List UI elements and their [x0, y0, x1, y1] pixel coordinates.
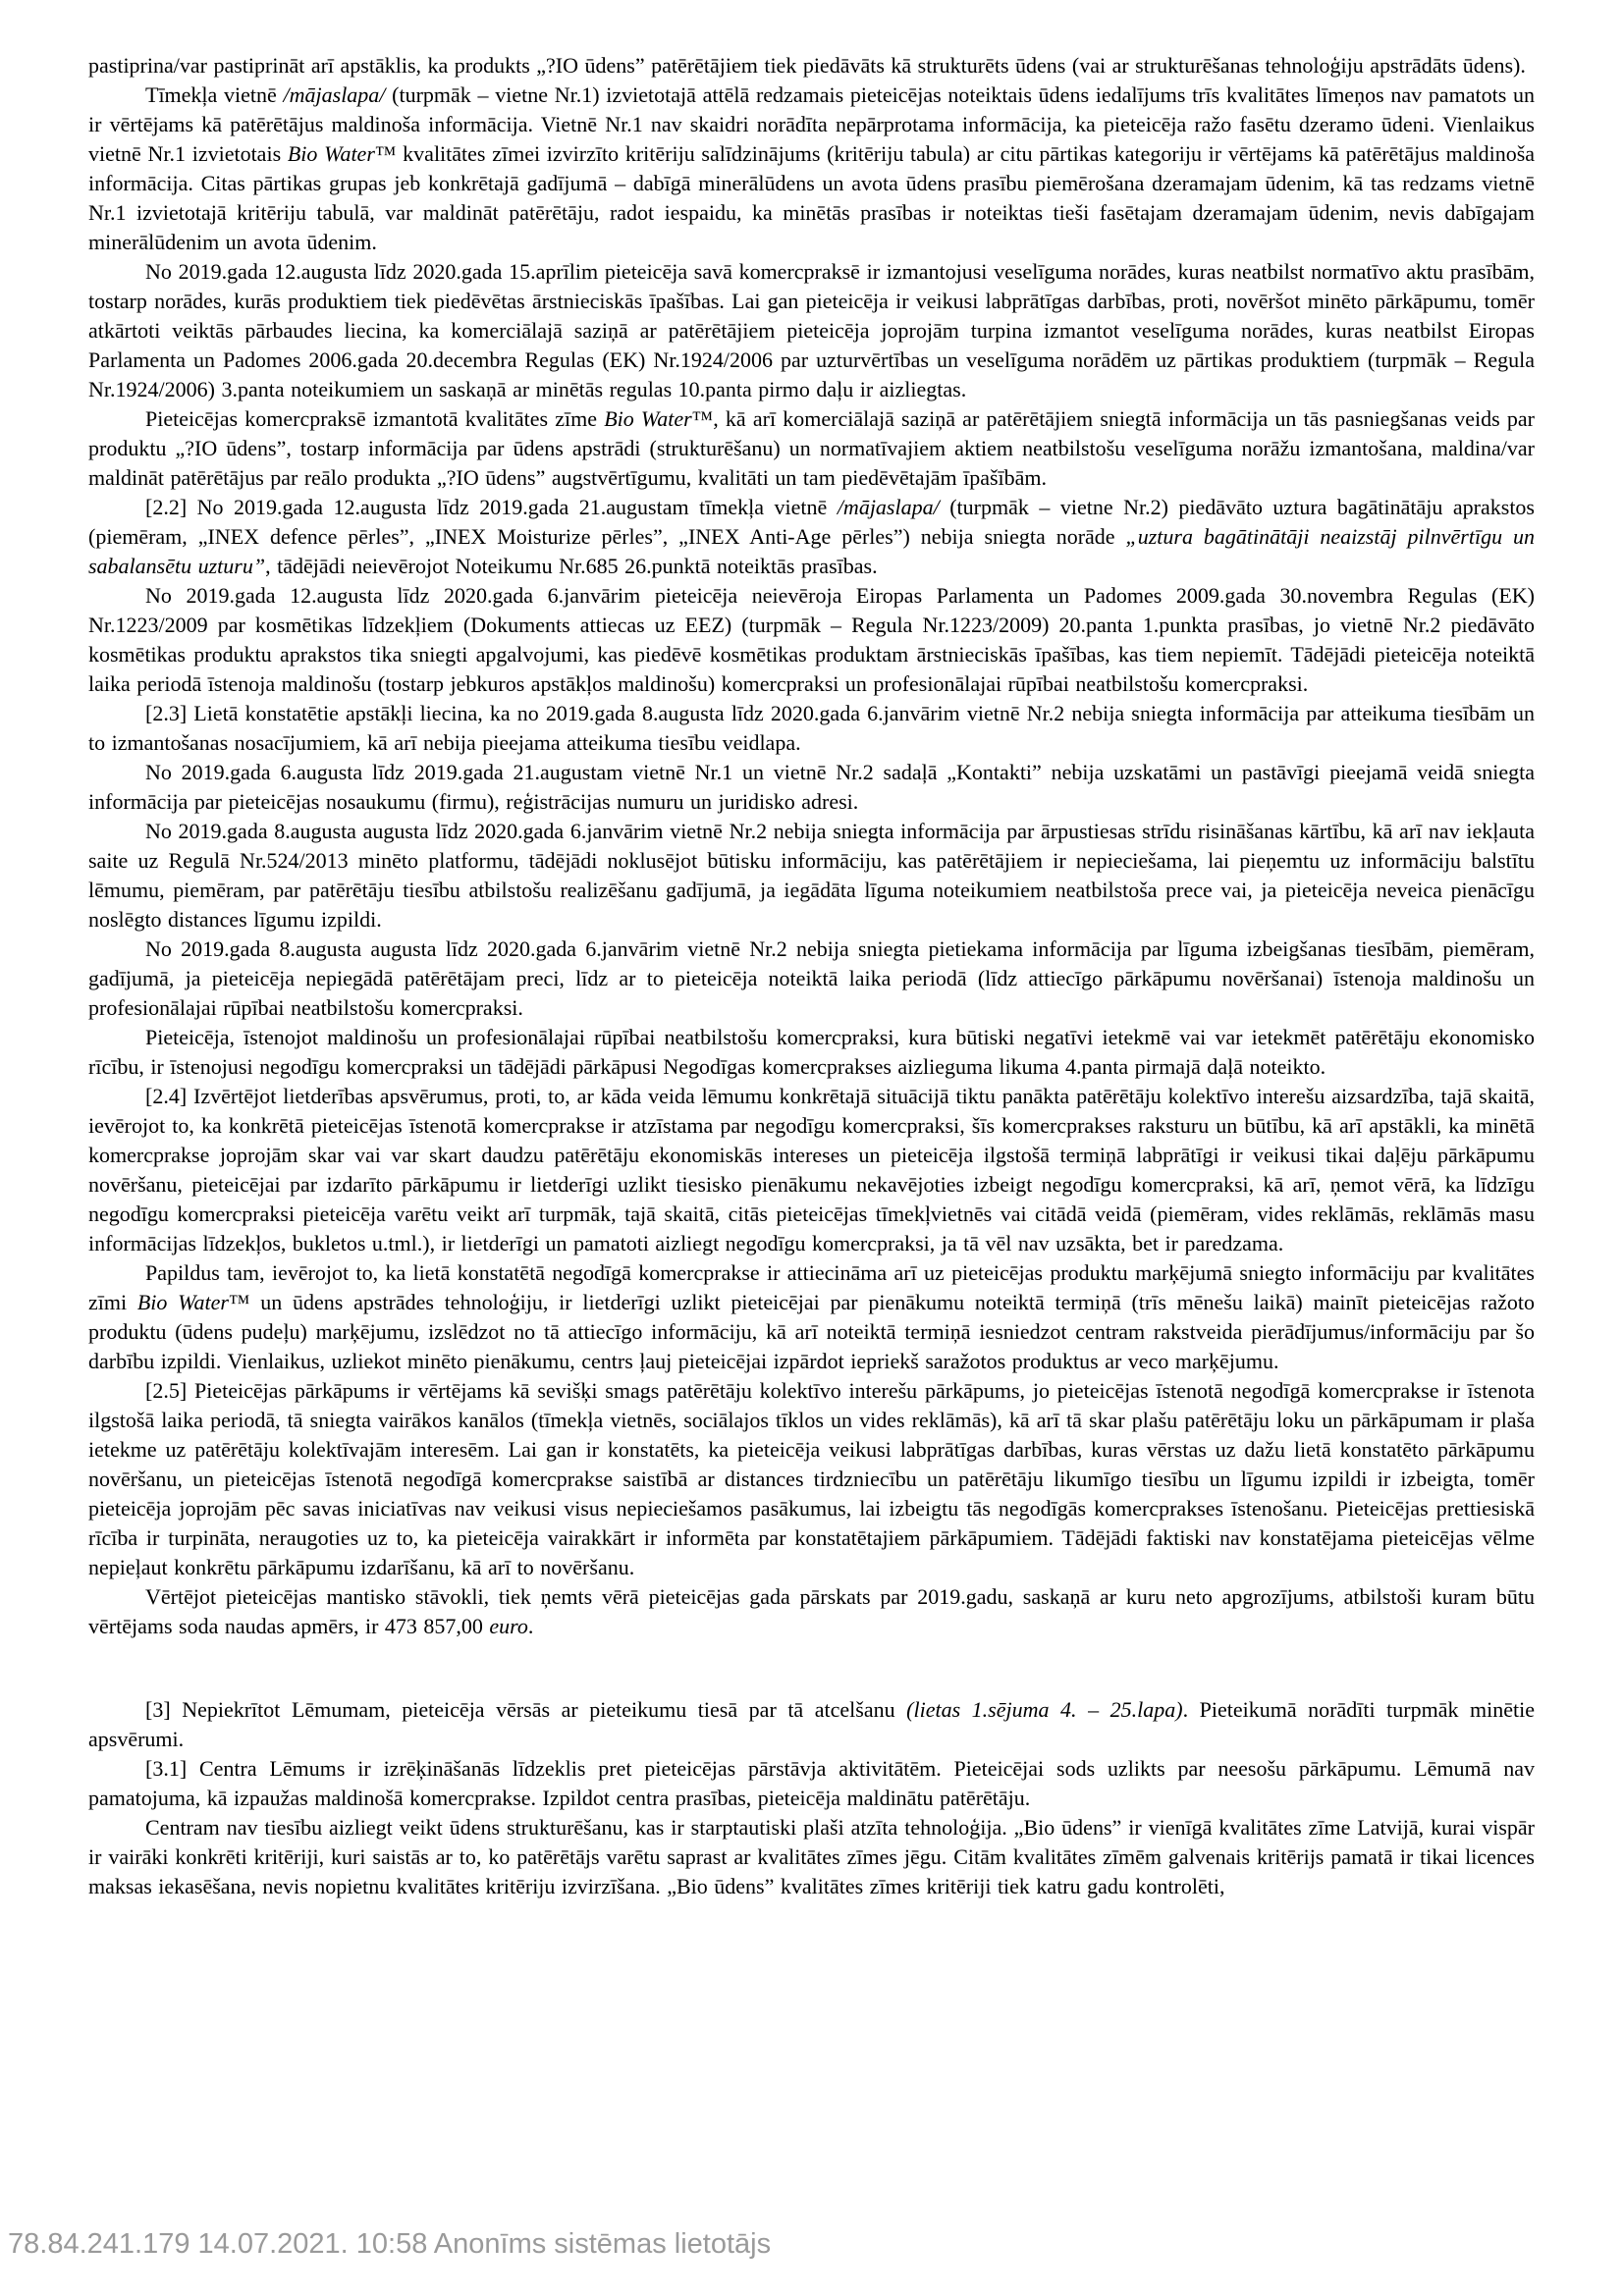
document-body	[88, 51, 1535, 1901]
paragraph-text: (turpmāk – vietne Nr.2) piedāvāto uztura bagātinātāju aprakstos (piemēram, „INEX defence pērles”, „INEX Moisturize pērles”, „INEX Anti-Age pērles”) nebija sniegta norāde	[88, 495, 1535, 549]
paragraph	[88, 817, 1535, 934]
paragraph	[88, 758, 1535, 817]
paragraph-text: No 2019.gada 6.augusta līdz 2019.gada 21.augustam vietnē Nr.1 un vietnē Nr.2 sadaļā „Kontakti” nebija uzskatāmi un pastāvīgi pieejamā veidā sniegta informācija par pieteicējas nosaukumu (firmu), reģistrācijas numuru un juridisko adresi.	[88, 760, 1535, 814]
paragraph-text-italic: Bio Water	[287, 141, 375, 166]
paragraph	[88, 80, 1535, 257]
paragraph	[88, 1082, 1535, 1258]
paragraph	[88, 51, 1535, 80]
paragraph	[88, 1023, 1535, 1082]
paragraph-text-italic: /mājaslapa/	[837, 495, 940, 519]
paragraph	[88, 493, 1535, 581]
paragraph-text: ™, kā arī komerciālajā saziņā ar patērētājiem sniegtā informācija un tās pasniegšanas veids par produktu „?IO ūdens”, tostarp informācija par ūdens apstrādi (strukturēšanu) un normatīvajiem aktiem neatbilstošu veselīguma norāžu izmantošana, maldina/var maldināt patērētājus par reālo produkta „?IO ūdens” augstvērtīgumu, kvalitāti un tam piedēvētajām īpašībām.	[88, 406, 1535, 490]
paragraph-text: Tīmekļa vietnē	[145, 82, 284, 107]
paragraph-text-italic: Bio Water	[604, 406, 692, 431]
paragraph-text: Papildus tam, ievērojot to, ka lietā konstatētā negodīgā komercprakse ir attiecināma arī uz pieteicējas produktu marķējumā sniegto informāciju par kvalitātes zīmi	[88, 1260, 1535, 1314]
paragraph	[88, 1754, 1535, 1813]
paragraph-text-italic: „uztura bagātinātāji neaizstāj pilnvērtīgu un sabalansētu uzturu”	[88, 524, 1535, 578]
paragraph-text: .	[527, 1614, 534, 1638]
paragraph	[88, 581, 1535, 699]
paragraph-text: Vērtējot pieteicējas mantisko stāvokli, tiek ņemts vērā pieteicējas gada pārskats par 2019.gadu, saskaņā ar kuru neto apgrozījums, atbilstoši kuram būtu vērtējams soda naudas apmērs, ir 473 857,00	[88, 1584, 1535, 1638]
paragraph-text: [2.2] No 2019.gada 12.augusta līdz 2019.gada 21.augustam tīmekļa vietnē	[145, 495, 838, 519]
paragraph-text: [2.5] Pieteicējas pārkāpums ir vērtējams kā sevišķi smags patērētāju kolektīvo interešu pārkāpums, jo pieteicējas īstenotā negodīgā komercprakse ir īstenota ilgstošā laika periodā, tā sniegta vairākos kanālos (tīmekļa vietnēs, sociālajos tīklos un vides reklāmās), kā arī tā skar plašu patērētāju loku un pārkāpumam ir plaša ietekme uz patērētāju kolektīvajām interesēm. Lai gan ir konstatēts, ka pieteicēja veikusi labprātīgas darbības, kuras vērstas uz dažu lietā konstatēto pārkāpumu novēršanu, un pieteicējas īstenotā negodīgā komercprakse saistībā ar distances tirdzniecību un patērētāju likumīgo tiesību un līgumu izpildi ir izbeigta, tomēr pieteicēja joprojām pēc savas iniciatīvas nav veikusi visus nepieciešamos pasākumus, lai izbeigtu tās negodīgās komercprakses īstenošanu. Pieteicējas prettiesiskā rīcība ir turpināta, neraugoties uz to, ka pieteicēja vairakkārt ir informēta par konstatētajiem pārkāpumiem. Tādējādi faktiski nav konstatējama pieteicējas vēlme nepieļaut konkrētu pārkāpumu izdarīšanu, kā arī to novēršanu.	[88, 1378, 1535, 1579]
paragraph	[88, 257, 1535, 404]
paragraph-text-italic: euro	[489, 1614, 528, 1638]
paragraph	[88, 1695, 1535, 1754]
paragraph	[88, 404, 1535, 493]
paragraph-text: , tādējādi neievērojot Noteikumu Nr.685 26.punktā noteiktās prasības.	[265, 554, 878, 578]
paragraph-text: No 2019.gada 12.augusta līdz 2020.gada 15.aprīlim pieteicēja savā komercpraksē ir izmantojusi veselīguma norādes, kuras neatbilst normatīvo aktu prasībām, tostarp norādes, kurās produktiem tiek piedēvētas ārstnieciskās īpašības. Lai gan pieteicēja ir veikusi labprātīgas darbības, proti, novēršot minēto pārkāpumu, tomēr atkārtoti veiktās pārbaudes liecina, ka komerciālajā saziņā ar patērētājiem pieteicēja joprojām turpina izmantot veselīguma norādes, kuras neatbilst Eiropas Parlamenta un Padomes 2006.gada 20.decembra Regulas (EK) Nr.1924/2006 par uzturvērtības un veselīguma norādēm uz pārtikas produktiem (turpmāk – Regula Nr.1924/2006) 3.panta noteikumiem un saskaņā ar minētās regulas 10.panta pirmo daļu ir aizliegtas.	[88, 259, 1535, 401]
paragraph-text: [3] Nepiekrītot Lēmumam, pieteicēja vērsās ar pieteikumu tiesā par tā atcelšanu	[145, 1697, 907, 1722]
paragraph	[88, 699, 1535, 758]
paragraph-text: No 2019.gada 12.augusta līdz 2020.gada 6.janvārim pieteicēja neievēroja Eiropas Parlamenta un Padomes 2009.gada 30.novembra Regulas (EK) Nr.1223/2009 par kosmētikas līdzekļiem (Dokuments attiecas uz EEZ) (turpmāk – Regula Nr.1223/2009) 20.panta 1.punkta prasības, jo vietnē Nr.2 piedāvāto kosmētikas produktu aprakstos tika sniegti apgalvojumi, kas piedēvē kosmētikas produktam ārstnieciskās īpašības, kas tiem nepiemīt. Tādējādi pieteicēja noteiktā laika periodā īstenoja maldinošu (tostarp jebkuros apstākļos maldinošu) komercpraksi un profesionālajai rūpībai neatbilstošu komercpraksi.	[88, 583, 1535, 696]
paragraph-text: [2.3] Lietā konstatētie apstākļi liecina, ka no 2019.gada 8.augusta līdz 2020.gada 6.janvārim vietnē Nr.2 nebija sniegta informācija par atteikuma tiesībām un to izmantošanas nosacījumiem, kā arī nebija pieejama atteikuma tiesību veidlapa.	[88, 701, 1535, 755]
paragraph-text: Centram nav tiesību aizliegt veikt ūdens strukturēšanu, kas ir starptautiski plaši atzīta tehnoloģija. „Bio ūdens” ir vienīgā kvalitātes zīme Latvijā, kurai vispār ir vairāki konkrēti kritēriji, kuri saistās ar to, ko patērētājs varētu saprast ar kvalitātes zīmes jēgu. Citām kvalitātes zīmēm galvenais kritērijs pamatā ir tikai licences maksas iekasēšana, nevis nopietnu kvalitātes kritēriju izvirzīšana. „Bio ūdens” kvalitātes zīmes kritēriji tiek katru gadu kontrolēti,	[88, 1815, 1535, 1898]
paragraph	[88, 1258, 1535, 1376]
paragraph-text: pastiprina/var pastiprināt arī apstāklis, ka produkts „?IO ūdens” patērētājiem tiek piedāvāts kā strukturēts ūdens (vai ar strukturēšanas tehnoloģiju apstrādāts ūdens).	[88, 53, 1526, 78]
paragraph-text-italic: (lietas 1.sējuma 4. – 25.lapa)	[906, 1697, 1183, 1722]
paragraph-text: ™ kvalitātes zīmei izvirzīto kritēriju salīdzinājums (kritēriju tabula) ar citu pārtikas kategoriju ir vērtējams kā patērētājus maldinoša informācija. Citas pārtikas grupas jeb konkrētajā gadījumā – dabīgā minerālūdens un avota ūdens prasību piemērošana dzeramajam ūdenim, kā tas redzams vietnē Nr.1 izvietotajā kritēriju tabulā, var maldināt patērētāju, radot iespaidu, ka minētās prasības ir noteiktas tieši fasētajam dzeramajam ūdenim, nevis dabīgajam minerālūdenim un avota ūdenim.	[88, 141, 1536, 254]
paragraph-text: No 2019.gada 8.augusta augusta līdz 2020.gada 6.janvārim vietnē Nr.2 nebija sniegta pietiekama informācija par līguma izbeigšanas tiesībām, piemēram, gadījumā, ja pieteicēja nepiegādā patērētājam preci, līdz ar to pieteicēja noteiktā laika periodā (līdz attiecīgo pārkāpumu novēršanai) īstenoja maldinošu un profesionālajai rūpībai neatbilstošu komercpraksi.	[88, 936, 1535, 1020]
paragraph	[88, 1582, 1535, 1641]
paragraph-text: [2.4] Izvērtējot lietderības apsvērumus, proti, to, ar kāda veida lēmumu konkrētajā situācijā tiktu panākta patērētāju kolektīvo interešu aizsardzība, tajā skaitā, ievērojot to, ka konkrētā pieteicējas īstenotā komercprakse ir atzīstama par negodīgu komercpraksi, šīs komercprakses raksturu un būtību, kā arī apstākli, ka minētā komercprakse joprojām skar vai var skart daudzu patērētāju ekonomiskās intereses un pieteicēja ilgstošā termiņā labprātīgi ir veikusi tikai daļēju pārkāpumu novēršanu, pieteicējai par izdarīto pārkāpumu ir lietderīgi uzlikt tiesisko pienākumu nekavējoties izbeigt negodīgu komercpraksi, kā arī, ņemot vērā, ka līdzīgu negodīgu komercpraksi pieteicēja varētu veikt arī turpmāk, tajā skaitā, citās pieteicējas tīmekļvietnēs vai citādā veidā (piemēram, vides reklāmās, reklāmās masu informācijas līdzekļos, bukletos u.tml.), ir lietderīgi un pamatoti aizliegt negodīgu komercpraksi, ja tā vēl nav uzsākta, bet ir paredzama.	[88, 1084, 1535, 1255]
paragraph-text: ™ un ūdens apstrādes tehnoloģiju, ir lietderīgi uzlikt pieteicējai par pienākumu noteiktā termiņā (trīs mēnešu laikā) mainīt pieteicējas ražoto produktu (ūdens pudeļu) marķējumu, izslēdzot no tā attiecīgo informāciju, kā arī noteiktā termiņā iesniedzot centram rakstveida pierādījumus/informāciju par šo darbību izpildi. Vienlaikus, uzliekot minēto pienākumu, centrs ļauj pieteicējai izpārdot iepriekš saražotos produktus ar veco marķējumu.	[88, 1290, 1535, 1373]
paragraph-text: Pieteicēja, īstenojot maldinošu un profesionālajai rūpībai neatbilstošu komercpraksi, kura būtiski negatīvi ietekmē vai var ietekmēt patērētāju ekonomisko rīcību, ir īstenojusi negodīgu komercpraksi un tādējādi pārkāpusi Negodīgas komercprakses aizlieguma likuma 4.panta pirmajā daļā noteikto.	[88, 1025, 1535, 1079]
paragraph-text: No 2019.gada 8.augusta augusta līdz 2020.gada 6.janvārim vietnē Nr.2 nebija sniegta informācija par ārpustiesas strīdu risināšanas kārtību, kā arī nav iekļauta saite uz Regulā Nr.524/2013 minēto platformu, tādējādi noklusējot būtisku informāciju, kas patērētājiem ir nepieciešama, lai pieņemtu uz informāciju balstītu lēmumu, piemēram, par patērētāju tiesību atbilstošu realizēšanu gadījumā, ja iegādāta līguma noteikumiem neatbilstoša prece vai, ja pieteicēja neveica pienācīgu noslēgto distances līgumu izpildi.	[88, 819, 1535, 932]
paragraph-text-italic: Bio Water	[136, 1290, 229, 1314]
paragraph	[88, 1376, 1535, 1582]
paragraph-text: . Pieteikumā norādīti turpmāk minētie apsvērumi.	[88, 1697, 1535, 1751]
audit-footer: 78.84.241.179 14.07.2021. 10:58 Anonīms sistēmas lietotājs	[8, 2228, 772, 2260]
paragraph-text: [3.1] Centra Lēmums ir izrēķināšanās līdzeklis pret pieteicējas pārstāvja aktivitātēm. Pieteicējai sods uzlikts par neesošu pārkāpumu. Lēmumā nav pamatojuma, kā izpaužas maldinošā komercprakse. Izpildot centra prasības, pieteicēja maldinātu patērētāju.	[88, 1756, 1535, 1810]
paragraph	[88, 1813, 1535, 1901]
paragraph-text-italic: /mājaslapa/	[283, 82, 386, 107]
paragraph-text: (turpmāk – vietne Nr.1) izvietotajā attēlā redzamais pieteicējas noteiktais ūdens iedalījums trīs kvalitātes līmeņos nav pamatots un ir vērtējams kā patērētājus maldinoša informācija. Vietnē Nr.1 nav skaidri norādīta nepārprotama informācija, ka pieteicēja ražo fasētu dzeramo ūdeni. Vienlaikus vietnē Nr.1 izvietotais	[88, 82, 1535, 166]
paragraph-text: Pieteicējas komercpraksē izmantotā kvalitātes zīme	[145, 406, 605, 431]
paragraph	[88, 934, 1535, 1023]
